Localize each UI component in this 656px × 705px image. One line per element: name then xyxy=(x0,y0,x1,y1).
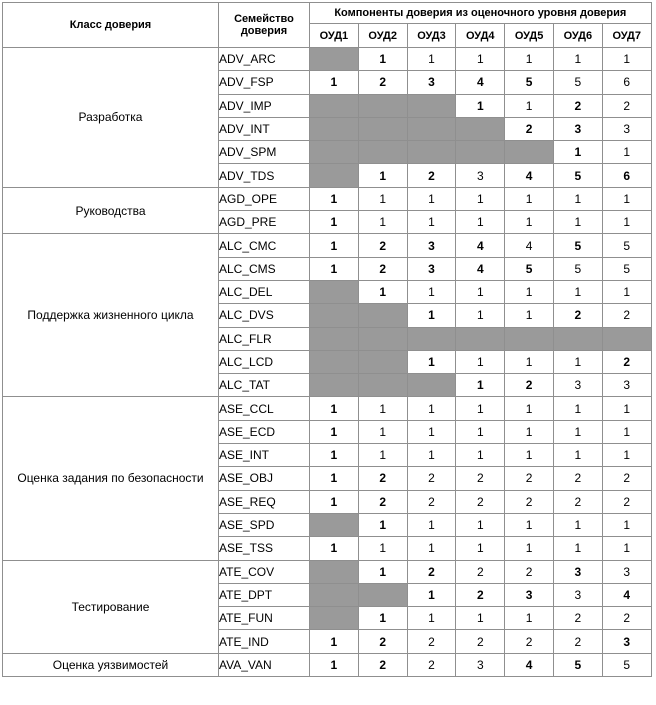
component-value-cell: 3 xyxy=(602,374,651,397)
component-value-cell: 3 xyxy=(602,630,651,653)
shaded-cell xyxy=(310,560,359,583)
component-value-cell: 1 xyxy=(358,48,407,71)
component-value-cell: 1 xyxy=(310,444,359,467)
component-value-cell: 1 xyxy=(358,280,407,303)
family-header: Семейство доверия xyxy=(219,3,310,48)
component-value-cell: 2 xyxy=(505,560,554,583)
component-value-cell: 2 xyxy=(505,630,554,653)
component-value-cell: 1 xyxy=(310,397,359,420)
component-value-cell: 1 xyxy=(553,537,602,560)
component-value-cell: 1 xyxy=(505,444,554,467)
family-name-cell: ATE_FUN xyxy=(219,607,310,630)
shaded-cell xyxy=(358,350,407,373)
component-value-cell: 6 xyxy=(602,71,651,94)
class-name-cell: Оценка уязвимостей xyxy=(3,653,219,676)
component-value-cell: 1 xyxy=(456,397,505,420)
shaded-cell xyxy=(407,141,456,164)
component-value-cell: 1 xyxy=(553,211,602,234)
component-value-cell: 1 xyxy=(358,164,407,187)
component-value-cell: 1 xyxy=(358,444,407,467)
level-header: ОУД2 xyxy=(358,24,407,48)
component-value-cell: 2 xyxy=(407,467,456,490)
component-value-cell: 2 xyxy=(553,490,602,513)
family-name-cell: ATE_COV xyxy=(219,560,310,583)
component-value-cell: 1 xyxy=(310,71,359,94)
family-name-cell: ALC_LCD xyxy=(219,350,310,373)
shaded-cell xyxy=(456,327,505,350)
component-value-cell: 1 xyxy=(310,420,359,443)
component-value-cell: 1 xyxy=(407,397,456,420)
component-value-cell: 5 xyxy=(553,234,602,257)
component-value-cell: 2 xyxy=(602,94,651,117)
component-value-cell: 1 xyxy=(358,560,407,583)
shaded-cell xyxy=(310,374,359,397)
component-value-cell: 1 xyxy=(358,397,407,420)
component-value-cell: 1 xyxy=(456,280,505,303)
component-value-cell: 1 xyxy=(602,141,651,164)
shaded-cell xyxy=(358,304,407,327)
component-value-cell: 1 xyxy=(553,141,602,164)
shaded-cell xyxy=(358,327,407,350)
family-name-cell: ADV_TDS xyxy=(219,164,310,187)
component-value-cell: 6 xyxy=(602,164,651,187)
shaded-cell xyxy=(310,350,359,373)
component-value-cell: 1 xyxy=(310,234,359,257)
component-value-cell: 1 xyxy=(358,420,407,443)
shaded-cell xyxy=(310,327,359,350)
component-value-cell: 1 xyxy=(407,607,456,630)
component-value-cell: 3 xyxy=(407,257,456,280)
family-name-cell: ALC_FLR xyxy=(219,327,310,350)
component-value-cell: 3 xyxy=(407,71,456,94)
component-value-cell: 1 xyxy=(310,653,359,676)
component-value-cell: 3 xyxy=(505,583,554,606)
component-value-cell: 1 xyxy=(602,537,651,560)
component-value-cell: 1 xyxy=(602,280,651,303)
shaded-cell xyxy=(602,327,651,350)
component-value-cell: 1 xyxy=(456,304,505,327)
component-value-cell: 2 xyxy=(553,304,602,327)
family-name-cell: ASE_INT xyxy=(219,444,310,467)
component-value-cell: 2 xyxy=(358,234,407,257)
component-value-cell: 1 xyxy=(505,211,554,234)
component-value-cell: 3 xyxy=(553,117,602,140)
component-value-cell: 1 xyxy=(310,490,359,513)
component-value-cell: 1 xyxy=(407,420,456,443)
component-value-cell: 2 xyxy=(456,467,505,490)
class-name-cell: Тестирование xyxy=(3,560,219,653)
component-value-cell: 1 xyxy=(456,211,505,234)
shaded-cell xyxy=(456,117,505,140)
component-value-cell: 4 xyxy=(505,164,554,187)
component-value-cell: 1 xyxy=(310,187,359,210)
component-value-cell: 2 xyxy=(602,607,651,630)
component-value-cell: 2 xyxy=(358,490,407,513)
component-value-cell: 1 xyxy=(310,211,359,234)
component-value-cell: 1 xyxy=(407,48,456,71)
component-value-cell: 1 xyxy=(553,350,602,373)
component-value-cell: 1 xyxy=(456,187,505,210)
component-value-cell: 1 xyxy=(602,444,651,467)
shaded-cell xyxy=(310,48,359,71)
component-value-cell: 1 xyxy=(407,444,456,467)
family-name-cell: ASE_OBJ xyxy=(219,467,310,490)
component-value-cell: 1 xyxy=(602,513,651,536)
shaded-cell xyxy=(310,583,359,606)
component-value-cell: 1 xyxy=(358,537,407,560)
component-value-cell: 1 xyxy=(505,94,554,117)
component-value-cell: 1 xyxy=(456,48,505,71)
assurance-table xyxy=(2,2,652,677)
component-value-cell: 5 xyxy=(505,71,554,94)
shaded-cell xyxy=(407,374,456,397)
component-value-cell: 1 xyxy=(602,420,651,443)
table-row xyxy=(3,234,652,257)
component-value-cell: 2 xyxy=(358,257,407,280)
component-value-cell: 2 xyxy=(456,490,505,513)
component-value-cell: 2 xyxy=(358,653,407,676)
component-value-cell: 1 xyxy=(358,211,407,234)
component-value-cell: 5 xyxy=(602,234,651,257)
level-header: ОУД3 xyxy=(407,24,456,48)
shaded-cell xyxy=(358,117,407,140)
component-value-cell: 1 xyxy=(407,304,456,327)
component-value-cell: 1 xyxy=(407,350,456,373)
component-value-cell: 3 xyxy=(553,374,602,397)
shaded-cell xyxy=(358,583,407,606)
shaded-cell xyxy=(407,327,456,350)
shaded-cell xyxy=(310,280,359,303)
table-body xyxy=(3,48,652,677)
table-row xyxy=(3,560,652,583)
shaded-cell xyxy=(407,94,456,117)
component-value-cell: 2 xyxy=(553,607,602,630)
family-name-cell: ADV_ARC xyxy=(219,48,310,71)
table-row xyxy=(3,653,652,676)
level-header: ОУД1 xyxy=(310,24,359,48)
shaded-cell xyxy=(358,94,407,117)
component-value-cell: 2 xyxy=(456,560,505,583)
component-value-cell: 1 xyxy=(602,48,651,71)
family-name-cell: ASE_REQ xyxy=(219,490,310,513)
component-value-cell: 1 xyxy=(456,94,505,117)
component-value-cell: 2 xyxy=(602,467,651,490)
component-value-cell: 5 xyxy=(553,257,602,280)
shaded-cell xyxy=(407,117,456,140)
component-value-cell: 3 xyxy=(602,117,651,140)
component-value-cell: 4 xyxy=(456,234,505,257)
family-name-cell: ADV_INT xyxy=(219,117,310,140)
component-value-cell: 1 xyxy=(456,350,505,373)
component-value-cell: 3 xyxy=(602,560,651,583)
family-name-cell: AGD_PRE xyxy=(219,211,310,234)
family-name-cell: ASE_TSS xyxy=(219,537,310,560)
component-value-cell: 1 xyxy=(553,187,602,210)
class-name-cell: Руководства xyxy=(3,187,219,234)
component-value-cell: 1 xyxy=(553,280,602,303)
component-value-cell: 1 xyxy=(456,420,505,443)
component-value-cell: 2 xyxy=(407,164,456,187)
components-header: Компоненты доверия из оценочного уровня доверия xyxy=(310,3,652,24)
component-value-cell: 3 xyxy=(553,583,602,606)
component-value-cell: 1 xyxy=(505,187,554,210)
component-value-cell: 1 xyxy=(505,350,554,373)
family-name-cell: ADV_FSP xyxy=(219,71,310,94)
family-name-cell: ASE_ECD xyxy=(219,420,310,443)
component-value-cell: 1 xyxy=(456,607,505,630)
family-name-cell: ASE_SPD xyxy=(219,513,310,536)
component-value-cell: 3 xyxy=(553,560,602,583)
level-header: ОУД7 xyxy=(602,24,651,48)
family-name-cell: ALC_DEL xyxy=(219,280,310,303)
shaded-cell xyxy=(358,141,407,164)
family-name-cell: ADV_SPM xyxy=(219,141,310,164)
component-value-cell: 2 xyxy=(456,583,505,606)
component-value-cell: 1 xyxy=(553,397,602,420)
shaded-cell xyxy=(310,304,359,327)
component-value-cell: 5 xyxy=(602,653,651,676)
component-value-cell: 2 xyxy=(407,490,456,513)
shaded-cell xyxy=(310,513,359,536)
shaded-cell xyxy=(553,327,602,350)
class-name-cell: Поддержка жизненного цикла xyxy=(3,234,219,397)
component-value-cell: 4 xyxy=(505,234,554,257)
component-value-cell: 2 xyxy=(407,630,456,653)
family-name-cell: ALC_TAT xyxy=(219,374,310,397)
component-value-cell: 3 xyxy=(407,234,456,257)
component-value-cell: 2 xyxy=(358,467,407,490)
component-value-cell: 1 xyxy=(310,537,359,560)
shaded-cell xyxy=(310,164,359,187)
class-name-cell: Разработка xyxy=(3,48,219,188)
component-value-cell: 1 xyxy=(553,444,602,467)
component-value-cell: 1 xyxy=(456,444,505,467)
component-value-cell: 2 xyxy=(358,630,407,653)
component-value-cell: 1 xyxy=(602,187,651,210)
component-value-cell: 3 xyxy=(456,164,505,187)
family-name-cell: ALC_CMC xyxy=(219,234,310,257)
table-row xyxy=(3,48,652,71)
component-value-cell: 1 xyxy=(456,374,505,397)
class-header: Класс доверия xyxy=(3,3,219,48)
component-value-cell: 1 xyxy=(505,537,554,560)
component-value-cell: 1 xyxy=(407,513,456,536)
component-value-cell: 1 xyxy=(407,280,456,303)
component-value-cell: 1 xyxy=(505,513,554,536)
family-name-cell: ATE_DPT xyxy=(219,583,310,606)
component-value-cell: 1 xyxy=(505,397,554,420)
component-value-cell: 1 xyxy=(310,257,359,280)
component-value-cell: 1 xyxy=(505,420,554,443)
component-value-cell: 3 xyxy=(456,653,505,676)
component-value-cell: 1 xyxy=(505,280,554,303)
shaded-cell xyxy=(456,141,505,164)
component-value-cell: 2 xyxy=(553,94,602,117)
component-value-cell: 2 xyxy=(358,71,407,94)
component-value-cell: 2 xyxy=(456,630,505,653)
component-value-cell: 5 xyxy=(602,257,651,280)
component-value-cell: 1 xyxy=(456,537,505,560)
shaded-cell xyxy=(358,374,407,397)
component-value-cell: 1 xyxy=(407,537,456,560)
component-value-cell: 1 xyxy=(602,211,651,234)
component-value-cell: 1 xyxy=(358,607,407,630)
component-value-cell: 1 xyxy=(456,513,505,536)
component-value-cell: 2 xyxy=(505,467,554,490)
component-value-cell: 2 xyxy=(553,630,602,653)
component-value-cell: 1 xyxy=(553,420,602,443)
component-value-cell: 2 xyxy=(602,490,651,513)
shaded-cell xyxy=(310,141,359,164)
component-value-cell: 5 xyxy=(553,164,602,187)
component-value-cell: 2 xyxy=(505,490,554,513)
table-row xyxy=(3,187,652,210)
family-name-cell: AGD_OPE xyxy=(219,187,310,210)
component-value-cell: 2 xyxy=(553,467,602,490)
component-value-cell: 2 xyxy=(407,560,456,583)
component-value-cell: 1 xyxy=(553,513,602,536)
component-value-cell: 5 xyxy=(505,257,554,280)
component-value-cell: 4 xyxy=(505,653,554,676)
level-header: ОУД6 xyxy=(553,24,602,48)
family-name-cell: ADV_IMP xyxy=(219,94,310,117)
component-value-cell: 2 xyxy=(505,374,554,397)
component-value-cell: 1 xyxy=(358,513,407,536)
component-value-cell: 1 xyxy=(505,48,554,71)
family-name-cell: ALC_CMS xyxy=(219,257,310,280)
component-value-cell: 4 xyxy=(456,71,505,94)
component-value-cell: 2 xyxy=(407,653,456,676)
family-name-cell: ATE_IND xyxy=(219,630,310,653)
component-value-cell: 1 xyxy=(407,187,456,210)
component-value-cell: 1 xyxy=(505,607,554,630)
component-value-cell: 2 xyxy=(602,304,651,327)
component-value-cell: 1 xyxy=(358,187,407,210)
component-value-cell: 4 xyxy=(456,257,505,280)
component-value-cell: 1 xyxy=(310,467,359,490)
component-value-cell: 1 xyxy=(310,630,359,653)
class-name-cell: Оценка задания по безопасности xyxy=(3,397,219,560)
shaded-cell xyxy=(310,607,359,630)
shaded-cell xyxy=(505,141,554,164)
component-value-cell: 2 xyxy=(602,350,651,373)
shaded-cell xyxy=(505,327,554,350)
component-value-cell: 1 xyxy=(407,583,456,606)
family-name-cell: AVA_VAN xyxy=(219,653,310,676)
component-value-cell: 1 xyxy=(407,211,456,234)
family-name-cell: ASE_CCL xyxy=(219,397,310,420)
component-value-cell: 5 xyxy=(553,653,602,676)
component-value-cell: 4 xyxy=(602,583,651,606)
level-header: ОУД4 xyxy=(456,24,505,48)
component-value-cell: 5 xyxy=(553,71,602,94)
level-header: ОУД5 xyxy=(505,24,554,48)
component-value-cell: 1 xyxy=(602,397,651,420)
family-name-cell: ALC_DVS xyxy=(219,304,310,327)
table-row xyxy=(3,397,652,420)
component-value-cell: 1 xyxy=(553,48,602,71)
shaded-cell xyxy=(310,94,359,117)
component-value-cell: 1 xyxy=(505,304,554,327)
shaded-cell xyxy=(310,117,359,140)
component-value-cell: 2 xyxy=(505,117,554,140)
